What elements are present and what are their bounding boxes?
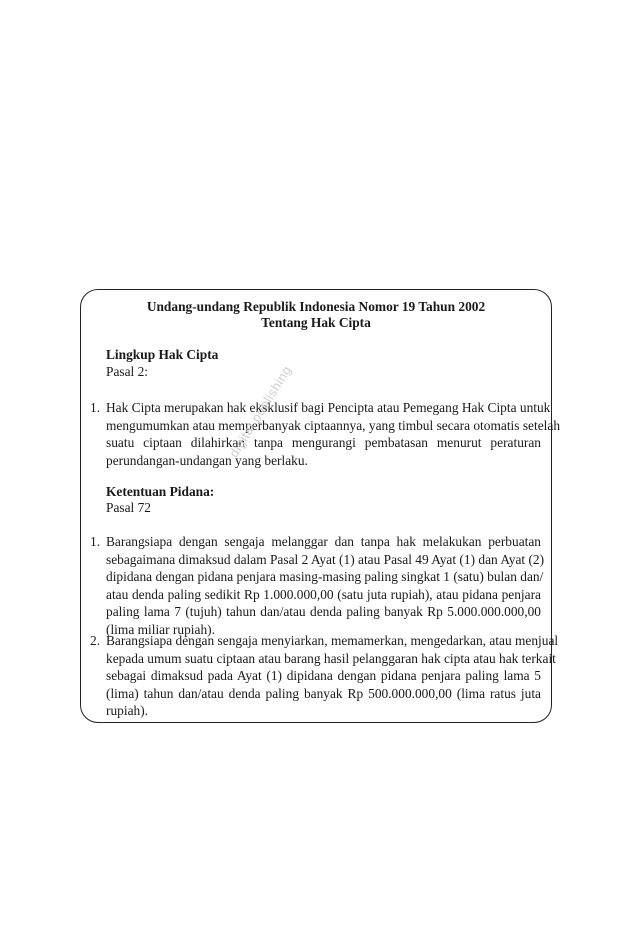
section2-item1-number: 1. [90,534,101,549]
section1-item1-text [106,399,561,469]
section2-item1-text [106,533,545,639]
watermark: digital publishing [226,362,295,460]
text-line: rupiah). [106,703,149,719]
text-line: (lima) tahun dan/atau denda paling banyak Rp 500.000.000,00 (lima ratus juta [106,685,541,701]
section1-title: Lingkup Hak Cipta [106,347,219,362]
section1-item1-number: 1. [90,400,101,415]
section1-article: Pasal 2: [106,364,149,379]
heading-line-1: Undang-undang Republik Indonesia Nomor 19 Tahun 2002 [146,299,486,314]
text-line: paling lama 7 (tujuh) tahun dan/atau denda paling banyak Rp 5.000.000.000,00 [106,604,541,620]
text-line: Barangsiapa dengan sengaja melanggar dan tanpa hak melakukan perbuatan [106,534,541,549]
text-line: dipidana dengan pidana penjara masing-masing paling singkat 1 (satu) bulan dan/ [106,569,544,585]
text-line: Barangsiapa dengan sengaja menyiarkan, memamerkan, mengedarkan, atau menjual [106,633,559,648]
section2-article: Pasal 72 [106,500,152,515]
heading-line-2: Tentang Hak Cipta [261,315,371,330]
text-line: mengumumkan atau memperbanyak ciptaannya, yang timbul secara otomatis setelah [106,417,561,433]
text-line: (lima miliar rupiah). [106,621,215,637]
text-line: sebagaimana dimaksud dalam Pasal 2 Ayat (1) atau Pasal 49 Ayat (1) dan Ayat (2) [106,551,545,567]
section2-title: Ketentuan Pidana: [106,484,215,499]
text-line: suatu ciptaan dilahirkan tanpa mengurangi pembatasan menurut peraturan [106,435,541,451]
section2-item2-number: 2. [90,633,101,648]
section2-item2-text [106,632,559,720]
text-line: perundangan-undangan yang berlaku. [106,452,308,468]
text-line: sebagai dimaksud pada Ayat (1) dipidana dengan pidana penjara paling lama 5 [106,668,541,684]
text-line: kepada umum suatu ciptaan atau barang hasil pelanggaran hak cipta atau hak terkait [106,650,556,666]
text-line: atau denda paling sedikit Rp 1.000.000,00 (satu juta rupiah), atau pidana penjara [106,586,541,602]
text-line: Hak Cipta merupakan hak eksklusif bagi Pencipta atau Pemegang Hak Cipta untuk [106,400,551,415]
